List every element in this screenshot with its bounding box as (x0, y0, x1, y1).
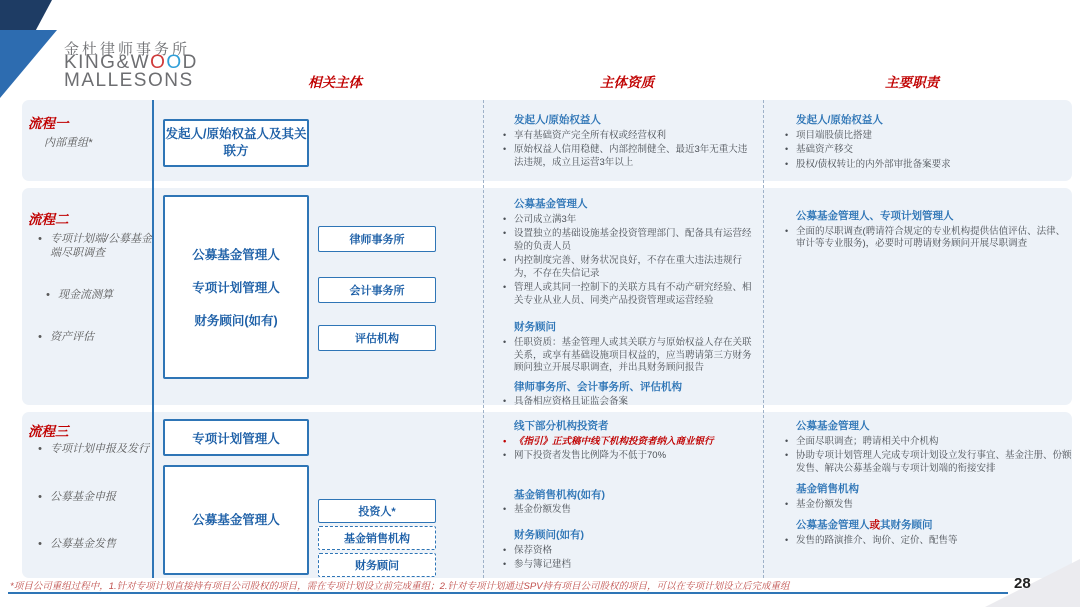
bullet: • 保荐资格 (500, 545, 760, 558)
fund-sales-agency-box: 基金销售机构 (318, 526, 436, 550)
appraisal-agency-box: 评估机构 (318, 325, 436, 351)
process3-duties (782, 420, 1077, 550)
highlight-bullet: • 《指引》正式稿中线下机构投资者纳入商业银行 (500, 436, 760, 449)
column-header-related-entities: 相关主体 (308, 75, 362, 90)
bullet: • 原始权益人信用稳健、内部控制健全、最近3年无重大违法违规，成立且运营3年以上 (500, 144, 756, 169)
bullet: • 管理人或其同一控制下的关联方具有不动产研究经验、相关专业从业人员、同类产品投资管理或运营经验 (500, 282, 760, 307)
logo-line2: MALLESONS (64, 70, 194, 91)
law-firm-box: 律师事务所 (318, 226, 436, 252)
section-title: 财务顾问(如有) (514, 528, 584, 541)
process3-side-item: • 公募基金发售 (38, 537, 116, 551)
bullet: • 项目端股债比搭建 (782, 130, 1072, 143)
qual-section (500, 420, 760, 463)
process2-side-item: • 现金流测算 (46, 288, 113, 302)
bullet: • 基础资产移交 (782, 144, 1072, 157)
originator-box: 发起人/原始权益人及其关联方 (163, 119, 309, 167)
duty-section (782, 420, 1077, 475)
process1-side-item: 内部重组* (44, 137, 93, 149)
logo-blue-o-icon: O (166, 52, 183, 73)
bullet: • 公司成立满3年 (500, 214, 760, 227)
plan-manager-box: 专项计划管理人 (163, 419, 309, 456)
duty-section (782, 519, 1077, 547)
qual-section (500, 381, 760, 409)
bullet: • 网下投资者发售比例降为不低于70% (500, 450, 760, 463)
bullet: • 基金份额发售 (782, 499, 1077, 512)
section-title: 发起人/原始权益人 (796, 114, 883, 126)
process1-label: 流程一 (28, 116, 69, 131)
process2-duties (782, 210, 1074, 253)
qual-section (500, 321, 760, 374)
vertical-divider-solid (152, 100, 154, 578)
process2-side-item: • 专项计划端/公募基金端尽职调查 (38, 232, 162, 261)
group-box-line: 财务顾问(如有) (194, 314, 278, 328)
bullet: • 内控制度完善、财务状况良好，不存在重大违法违规行为，不存在失信记录 (500, 255, 760, 280)
process3-side-item: • 专项计划申报及发行 (38, 442, 162, 456)
section-title: 律师事务所、会计事务所、评估机构 (514, 380, 682, 393)
bullet: • 具备相应资格且证监会备案 (500, 396, 760, 409)
bullet: • 设置独立的基础设施基金投资管理部门、配备具有运营经验的负责人员 (500, 228, 760, 253)
bullet: • 发售的路演推介、询价、定价、配售等 (782, 535, 1077, 548)
managers-group-box (163, 195, 309, 379)
financial-advisor-box: 财务顾问 (318, 553, 436, 577)
process1-panel (22, 100, 1072, 181)
group-box-line: 公募基金管理人 (192, 248, 280, 262)
section-title: 线下部分机构投资者 (514, 420, 609, 432)
section-title: 基金销售机构(如有) (514, 488, 605, 501)
section-title: 公募基金管理人 (796, 420, 870, 432)
qual-section (500, 114, 756, 169)
vertical-divider-dashed-2 (763, 100, 764, 578)
duty-section (782, 483, 1077, 511)
process3-side-item: • 公募基金申报 (38, 490, 116, 504)
section-title: 公募基金管理人或其财务顾问 (796, 519, 933, 532)
bullet: • 全面尽职调查；聘请相关中介机构 (782, 436, 1077, 449)
qual-section (500, 529, 760, 572)
bullet: • 协助专项计划管理人完成专项计划设立发行事宜、基金注册、份额发售、解决公募基金端与专项计划端的衔接安排 (782, 450, 1077, 475)
logo-english-name (64, 54, 198, 90)
process3-label: 流程三 (28, 424, 69, 439)
or-word-red: 或 (869, 519, 880, 532)
section-title: 公募基金管理人、专项计划管理人 (796, 210, 954, 222)
logo-line1: KING&WOOD (64, 52, 198, 73)
bullet: • 享有基础资产完全所有权或经营权利 (500, 130, 756, 143)
group-box-line: 专项计划管理人 (192, 281, 280, 295)
logo-chinese-name: 金杜律师事务所 (64, 41, 191, 58)
kwm-logo-wedge-blue-icon (0, 30, 57, 98)
process1-qualifications (500, 114, 756, 171)
process2-qualifications (500, 198, 760, 411)
bullet: • 参与簿记建档 (500, 559, 760, 572)
bullet: • 股权/债权转让的内外部审批备案要求 (782, 159, 1072, 172)
section-title: 发起人/原始权益人 (514, 114, 601, 126)
duty-section (782, 210, 1074, 251)
bullet: • 基金份额发售 (500, 504, 760, 517)
accounting-firm-box: 会计事务所 (318, 277, 436, 303)
footer-divider-line (8, 592, 1008, 594)
qual-section (500, 198, 760, 307)
section-title: 基金销售机构 (796, 483, 859, 496)
process2-side-item: • 资产评估 (38, 330, 94, 344)
logo-red-o-icon: O (150, 52, 167, 73)
fund-manager-box: 公募基金管理人 (163, 465, 309, 575)
process1-duties (782, 114, 1072, 173)
section-title: 财务顾问 (514, 321, 556, 334)
qual-section (500, 489, 760, 517)
process2-label: 流程二 (28, 212, 69, 227)
vertical-divider-dashed-1 (483, 100, 484, 578)
section-title: 公募基金管理人 (514, 198, 588, 210)
page-number: 28 (1014, 575, 1031, 592)
bullet: • 全面的尽职调查(聘请符合规定的专业机构提供估值评估、法律、审计等专业服务)，必要时可聘请财务顾问开展尽职调查 (782, 226, 1074, 251)
process2-panel (22, 188, 1072, 408)
process3-qualifications (500, 420, 760, 574)
column-header-qualifications: 主体资质 (600, 75, 654, 90)
duty-section (782, 114, 1072, 171)
column-header-duties: 主要职责 (885, 75, 939, 90)
bullet: • 任职资质：基金管理人或其关联方与原始权益人存在关联关系，或享有基础设施项目权益的，应当聘请第三方财务顾问独立开展尽职调查，并出具财务顾问报告 (500, 337, 760, 375)
investor-box: 投资人* (318, 499, 436, 523)
process3-panel (22, 412, 1072, 578)
footnote: *项目公司重组过程中，1.针对专项计划直接持有项目公司股权的项目，需在专项计划设立前完成重组；2.针对专项计划通过SPV持有项目公司股权的项目，可以在专项计划设立后完成重组 (10, 581, 790, 592)
